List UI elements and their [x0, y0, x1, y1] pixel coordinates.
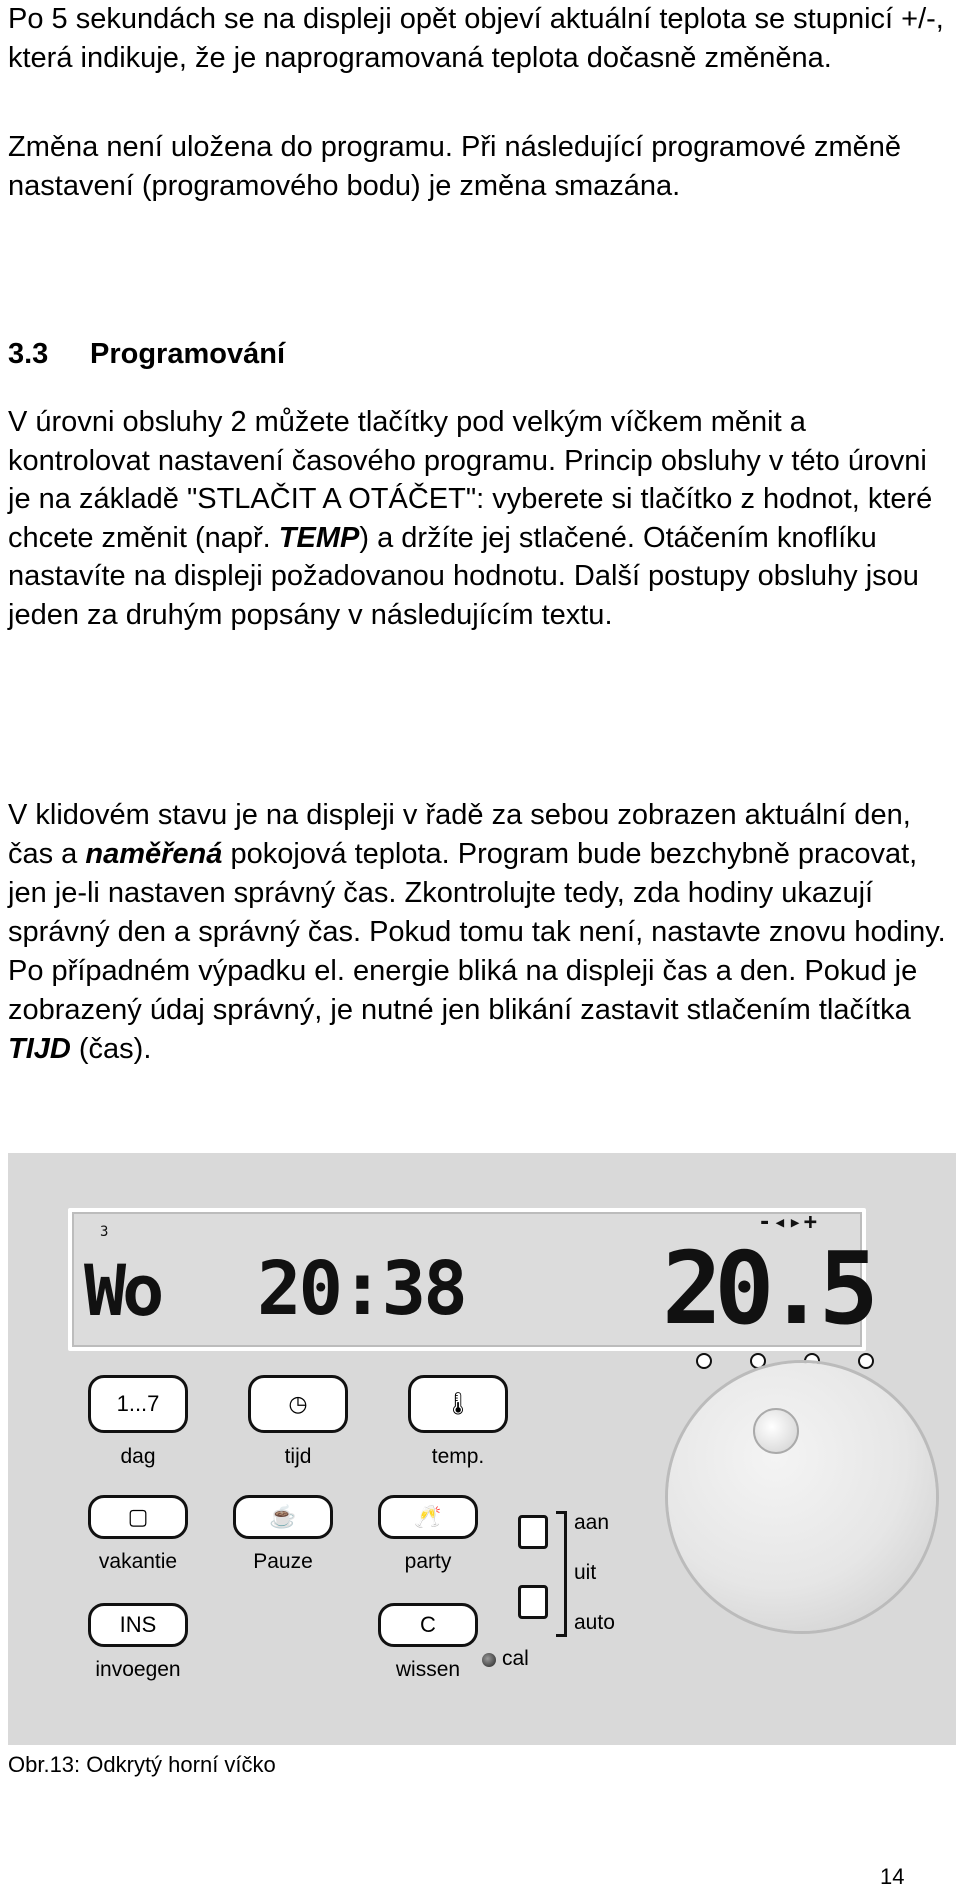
lcd-day: Wo — [84, 1250, 161, 1332]
suitcase-icon[interactable]: ▢ — [88, 1495, 188, 1539]
paragraph-idle-state — [8, 796, 948, 1069]
figure-caption: Obr.13: Odkrytý horní víčko — [8, 1752, 276, 1777]
coffee-cup-icon[interactable]: ☕ — [233, 1495, 333, 1539]
emphasis-temp: TEMP — [278, 521, 360, 554]
vacation-button-label: vakantie — [98, 1550, 178, 1573]
indicator-dot — [750, 1353, 766, 1369]
text-run: ) a držíte jej stlačené. Otáčením knoflíku nastavíte na displeji požadovanou hodnotu. Další postupy obsluhy jsou jeden za druhým popsány v následujícím textu. — [8, 521, 919, 631]
mode-on-label: aan — [574, 1511, 610, 1534]
cal-label: cal — [502, 1647, 529, 1670]
party-button-label: party — [404, 1550, 452, 1573]
lcd-temperature: 20.5 — [662, 1230, 871, 1347]
page-number: 14 — [880, 1864, 905, 1889]
lcd-display — [68, 1208, 871, 1351]
mode-switch-bracket[interactable] — [556, 1511, 567, 1637]
emphasis-measured: naměřená — [85, 838, 223, 870]
text-run: pokojová teplota. Program bude bezchybně pracovat, jen je-li nastaven správný čas. Zkontrolujte tedy, zda hodiny ukazují správný den a správný čas. Pokud tomu tak není, nastavte znovu hodiny. Po případném výpadku el. energie bliká na displeji čas a den. Pokud je zobrazený údaj správný, je nutné jen blikání zastavit stlačením tlačítka — [8, 838, 946, 1026]
lcd-day-number: 3 — [100, 1224, 109, 1240]
thermometer-icon[interactable]: 🌡 — [408, 1375, 508, 1433]
text-run: V klidovém stavu je na displeji v řadě za sebou zobrazen aktuální den, čas a — [8, 799, 911, 870]
paragraph-programming — [8, 403, 948, 634]
rotary-knob[interactable] — [668, 1363, 936, 1631]
paragraph-change-not-saved: Změna není uložena do programu. Při následující programové změně nastavení (programového bodu) je změna smazána. — [8, 131, 902, 202]
clock-icon[interactable]: ◷ — [248, 1375, 348, 1433]
time-button-label: tijd — [284, 1445, 312, 1468]
text-run: (čas). — [70, 1033, 152, 1065]
cal-indicator-dot — [482, 1653, 496, 1667]
insert-button[interactable]: INS — [88, 1603, 188, 1647]
lcd-time: 20:38 — [257, 1246, 465, 1332]
mode-off-label: uit — [574, 1561, 597, 1584]
thermostat-figure — [8, 1153, 956, 1745]
clear-button-label: wissen — [395, 1658, 461, 1681]
mode-auto-label: auto — [574, 1611, 615, 1634]
temp-button-label: temp. — [431, 1445, 485, 1468]
lcd-offset-indicator: -◂▸+ — [758, 1210, 819, 1235]
pause-button-label: Pauze — [253, 1550, 313, 1573]
emphasis-tijd: TIJD — [8, 1033, 71, 1065]
indicator-dot — [858, 1353, 874, 1369]
clear-button[interactable]: C — [378, 1603, 478, 1647]
radiator-icon — [518, 1515, 548, 1549]
glasses-icon[interactable]: 🥂 — [378, 1495, 478, 1539]
section-number: 3.3 — [8, 338, 49, 370]
paragraph-temp-change: Po 5 sekundách se na displeji opět objeví aktuální teplota se stupnicí +/-, která indikuje, že je naprogramovaná teplota dočasně změněna. — [8, 3, 944, 74]
section-title: Programování — [90, 338, 285, 370]
text-run: V úrovni obsluhy 2 můžete tlačítky pod velkým víčkem měnit a kontrolovat nastavení časového programu. Princip obsluhy v této úrovni je na základě "STLAČIT A OTÁČET": vyberete si tlačítko z hodnot, které chcete změnit (např. — [8, 406, 933, 554]
shower-icon — [518, 1585, 548, 1619]
insert-button-label: invoegen — [95, 1658, 181, 1681]
day-button[interactable]: 1...7 — [88, 1375, 188, 1433]
knob-marker-icon — [753, 1408, 799, 1454]
indicator-dot — [696, 1353, 712, 1369]
day-button-label: dag — [120, 1445, 156, 1468]
section-heading — [8, 338, 285, 371]
